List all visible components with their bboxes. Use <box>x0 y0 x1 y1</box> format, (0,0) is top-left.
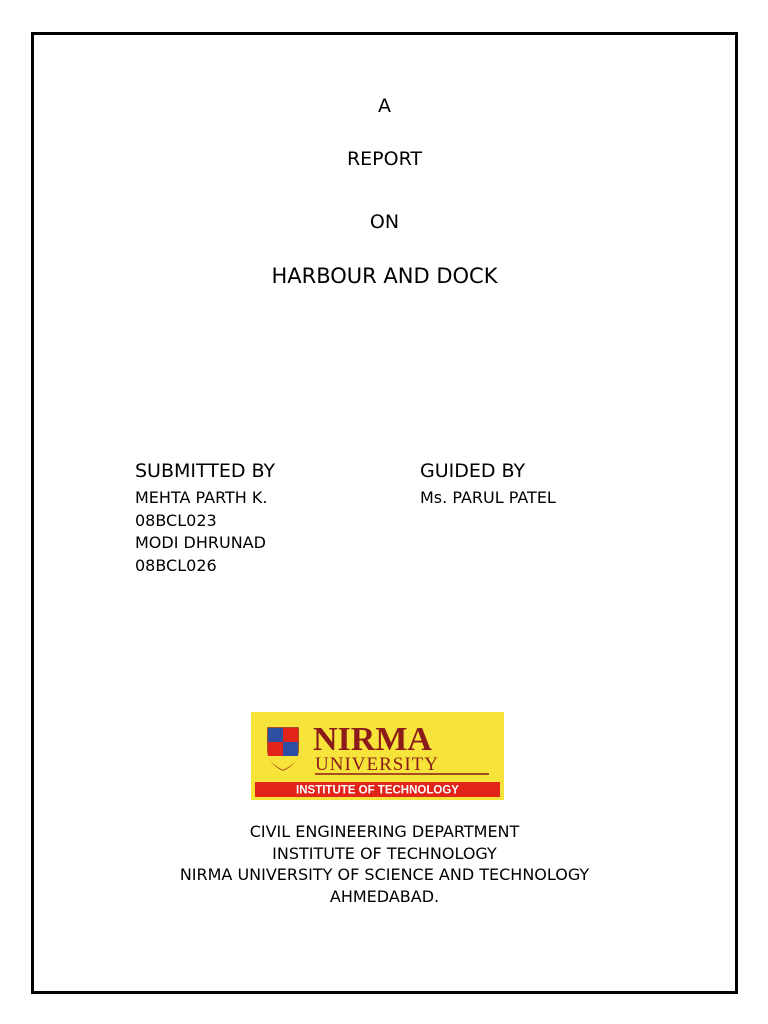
title-line-on: ON <box>369 211 400 233</box>
logo-name: NIRMA <box>313 721 432 758</box>
footer-department: CIVIL ENGINEERING DEPARTMENT <box>249 822 520 841</box>
guide-name: Ms. PARUL PATEL <box>420 488 556 507</box>
submitter-id-1: 08BCL023 <box>135 510 217 530</box>
footer-city: AHMEDABAD. <box>329 886 440 906</box>
submitted-by-block <box>135 459 275 577</box>
title-line-a: A <box>378 95 391 117</box>
footer-institute: INSTITUTE OF TECHNOLOGY <box>272 843 497 863</box>
footer-block <box>34 821 735 907</box>
footer-university: NIRMA UNIVERSITY OF SCIENCE AND TECHNOLOGY <box>179 865 590 884</box>
submitted-by-heading: SUBMITTED BY <box>135 460 276 482</box>
submitter-id-2: 08BCL026 <box>135 555 217 575</box>
guided-by-heading: GUIDED BY <box>420 460 526 482</box>
report-title: HARBOUR AND DOCK <box>271 264 498 288</box>
logo-band-text: INSTITUTE OF TECHNOLOGY <box>296 784 459 797</box>
title-line-report: REPORT <box>346 148 423 170</box>
submitter-name-1: MEHTA PARTH K. <box>135 488 268 507</box>
page-border <box>31 32 738 994</box>
nirma-university-logo <box>251 712 504 800</box>
submitter-name-2: MODI DHRUNAD <box>135 533 266 552</box>
logo-subname: UNIVERSITY <box>315 754 439 775</box>
guided-by-block <box>420 459 556 510</box>
